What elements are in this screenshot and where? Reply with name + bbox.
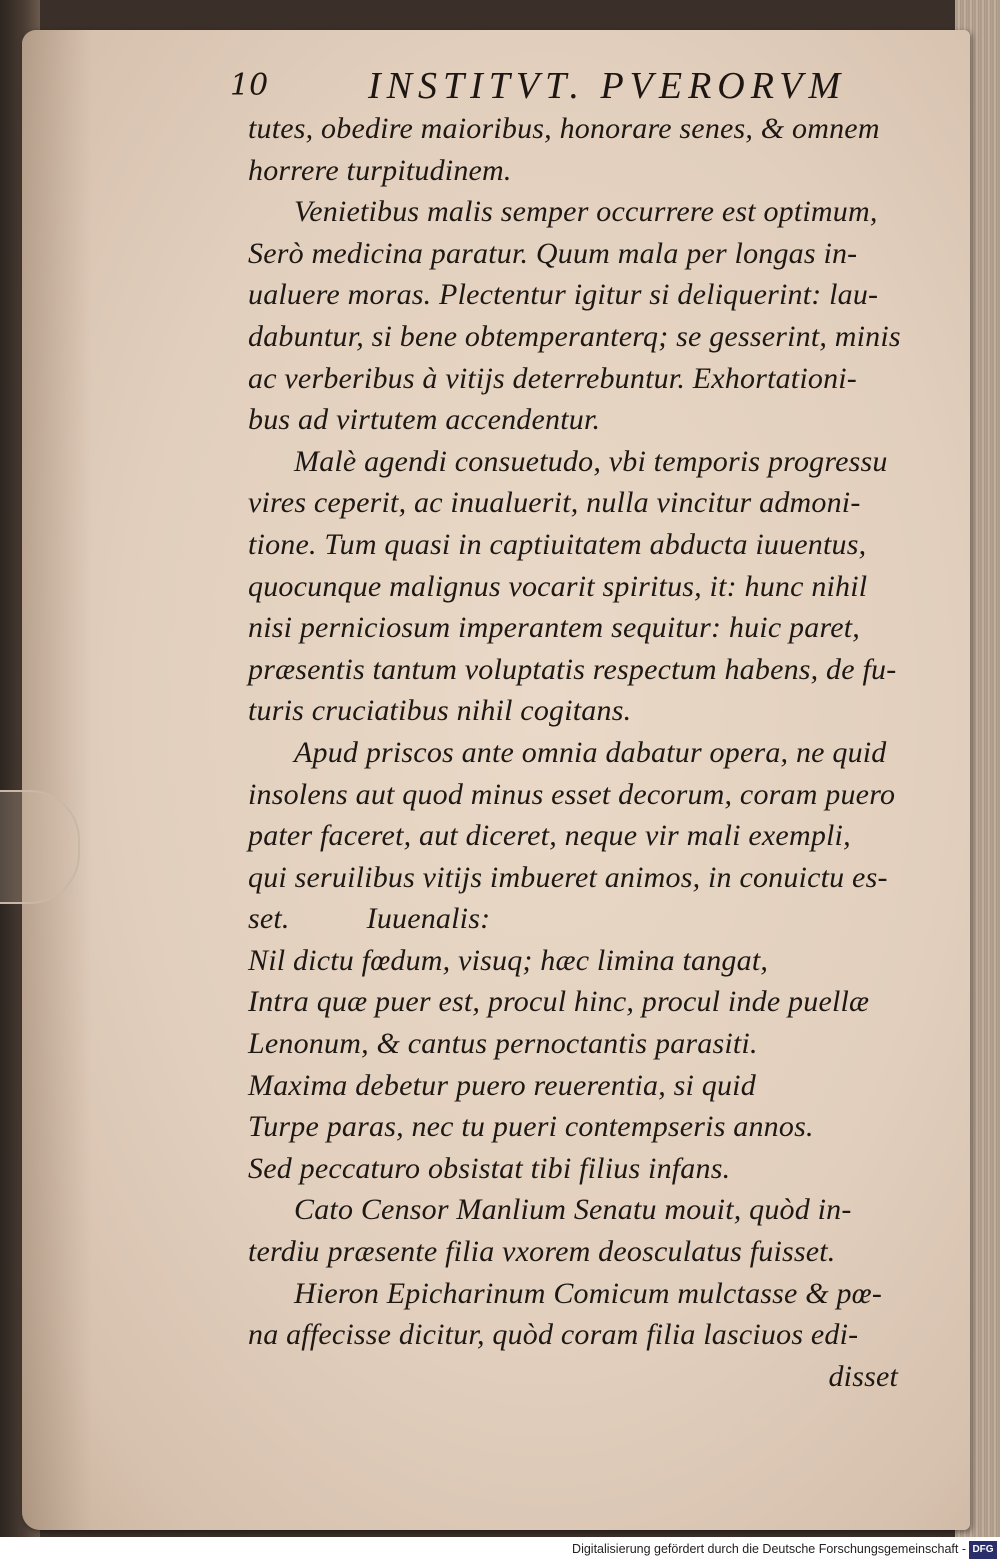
- text-line: pater faceret, aut diceret, neque vir mali exempli,: [248, 819, 851, 853]
- text-line: terdiu præsente filia vxorem deosculatus fuisset.: [248, 1235, 836, 1269]
- verse-line: Sed peccaturo obsistat tibi filius infans.: [248, 1151, 731, 1185]
- text-line: qui seruilibus vitijs imbueret animos, in conuictu es-: [248, 860, 888, 894]
- text-line: bus ad virtutem accendentur.: [248, 403, 601, 437]
- text-line: turis cruciatibus nihil cogitans.: [248, 694, 632, 728]
- text-line: horrere turpitudinem.: [248, 153, 512, 187]
- verse-line: Lenonum, & cantus pernoctantis parasiti.: [248, 1027, 758, 1061]
- text-line: Malè agendi consuetudo, vbi temporis progressu: [294, 444, 888, 478]
- verse-line: Turpe paras, nec tu pueri contempseris annos.: [248, 1110, 814, 1144]
- text-line: na affecisse dicitur, quòd coram filia lasciuos edi-: [248, 1318, 859, 1352]
- text-line: ac verberibus à vitijs deterrebuntur. Exhortationi-: [248, 361, 857, 395]
- text-line: Cato Censor Manlium Senatu mouit, quòd in-: [294, 1193, 852, 1227]
- text-line: set. Iuuenalis:: [248, 902, 491, 936]
- body-text: [248, 108, 928, 1397]
- text-line: tutes, obedire maioribus, honorare senes, & omnem: [248, 112, 880, 145]
- verse-line: Nil dictu fœdum, visuq; hæc limina tangat,: [248, 943, 769, 977]
- verse-line: Maxima debetur puero reuerentia, si quid: [248, 1068, 756, 1102]
- text-line: quocunque malignus vocarit spiritus, it: hunc nihil: [248, 569, 868, 603]
- text-line: præsentis tantum voluptatis respectum habens, de fu-: [248, 652, 897, 686]
- digitization-footer: [0, 1537, 1000, 1564]
- text-line: Hieron Epicharinum Comicum mulctasse & pœ-: [294, 1276, 883, 1310]
- catchword: disset: [828, 1359, 898, 1393]
- text-line: Venietibus malis semper occurrere est optimum,: [294, 195, 878, 229]
- text-line: dabuntur, si bene obtemperanterq; se gesserint, minis: [248, 319, 901, 353]
- text-line: insolens aut quod minus esset decorum, coram puero: [248, 777, 896, 811]
- funding-credit: Digitalisierung gefördert durch die Deutsche Forschungsgemeinschaft -: [572, 1542, 966, 1556]
- text-line: Apud priscos ante omnia dabatur opera, ne quid: [294, 735, 887, 769]
- running-head: INSTITVT. PVERORVM: [368, 65, 847, 107]
- text-line: tione. Tum quasi in captiuitatem abducta iuuentus,: [248, 527, 867, 561]
- text-line: nisi perniciosum imperantem sequitur: huic paret,: [248, 611, 860, 645]
- page-number: 10: [230, 68, 269, 103]
- text-line: vires ceperit, ac inualuerit, nulla vincitur admoni-: [248, 486, 861, 520]
- dfg-logo: DFG: [969, 1541, 997, 1559]
- text-line: ualuere moras. Plectentur igitur si deliquerint: lau-: [248, 278, 879, 312]
- verse-line: Intra quæ puer est, procul hinc, procul inde puellæ: [248, 985, 870, 1019]
- text-line: Serò medicina paratur. Quum mala per longas in-: [248, 236, 858, 270]
- page-gutter-shadow: [22, 30, 92, 1530]
